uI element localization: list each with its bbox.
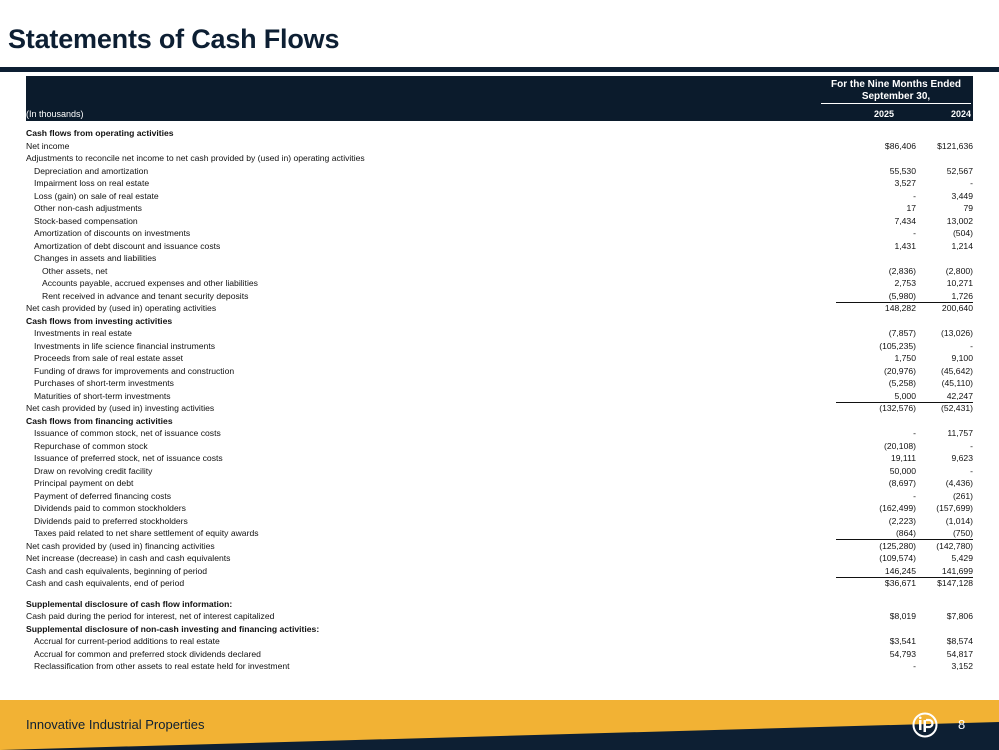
table-row <box>26 527 973 540</box>
value-2024: (157,699) <box>936 503 973 513</box>
value-2024: (2,800) <box>945 265 973 276</box>
table-row <box>26 635 973 648</box>
row-label: Net income <box>26 140 70 151</box>
value-2024: 42,247 <box>946 390 973 401</box>
table-row <box>26 427 973 440</box>
value-2024: $121,636 <box>937 140 973 151</box>
row-label: Reclassification from other assets to real estate held for investment <box>34 661 290 671</box>
value-2025: - <box>913 190 916 201</box>
page-number: 8 <box>958 717 966 732</box>
value-2025: 50,000 <box>889 465 916 476</box>
value-2025: (2,223) <box>888 515 916 526</box>
value-2024: 200,640 <box>941 303 973 313</box>
value-2025: $36,671 <box>884 578 916 588</box>
value-2024: (52,431) <box>940 403 973 413</box>
table-row <box>26 490 973 503</box>
table-row <box>26 365 973 378</box>
row-label: Proceeds from sale of real estate asset <box>34 353 184 363</box>
row-label: Stock-based compensation <box>34 215 138 226</box>
value-2025: 7,434 <box>894 215 916 226</box>
row-label: Principal payment on debt <box>34 478 134 488</box>
value-2025: 146,245 <box>884 565 916 576</box>
value-2025: (8,697) <box>888 478 916 488</box>
row-label: Net increase (decrease) in cash and cash equivalents <box>26 553 231 563</box>
value-2025: (162,499) <box>879 503 916 513</box>
value-2025: (7,857) <box>888 328 916 338</box>
table-row <box>26 215 973 228</box>
row-label: Cash flows from operating activities <box>26 128 174 138</box>
row-label: Supplemental disclosure of non-cash investing and financing activities: <box>26 623 320 634</box>
row-label: Net cash provided by (used in) investing activities <box>26 403 215 413</box>
value-2024: - <box>970 440 973 451</box>
value-2025: - <box>913 661 916 671</box>
table-row <box>26 440 973 453</box>
table-row <box>26 340 973 353</box>
row-label: Cash and cash equivalents, beginning of period <box>26 565 208 576</box>
value-2025: (105,235) <box>879 340 916 351</box>
table-row <box>26 290 973 303</box>
value-2024: 3,449 <box>951 190 973 201</box>
table-row <box>26 202 973 215</box>
row-label: Adjustments to reconcile net income to net cash provided by (used in) operating activities <box>26 153 365 163</box>
cash-flow-table <box>26 127 973 673</box>
value-2025: $8,019 <box>889 611 916 621</box>
row-label: Payment of deferred financing costs <box>34 490 172 501</box>
row-label: Supplemental disclosure of cash flow information: <box>26 598 233 609</box>
value-2024: $8,574 <box>946 636 973 646</box>
period-heading <box>821 79 971 104</box>
table-row <box>26 577 973 590</box>
row-label: Accrual for current-period additions to real estate <box>34 636 220 646</box>
value-2024: (750) <box>952 528 973 538</box>
table-row <box>26 265 973 278</box>
table-row <box>26 240 973 253</box>
row-label: Changes in assets and liabilities <box>34 253 157 263</box>
value-2025: 1,431 <box>894 240 916 251</box>
value-2025: (864) <box>895 528 916 538</box>
row-label: Maturities of short-term investments <box>34 390 171 401</box>
table-row <box>26 152 973 165</box>
table-row <box>26 648 973 661</box>
value-2024: 11,757 <box>947 428 973 438</box>
row-label: Amortization of discounts on investments <box>34 228 191 238</box>
value-2025: 5,000 <box>894 390 916 401</box>
table-row <box>26 502 973 515</box>
row-label: Investments in life science financial instruments <box>34 340 216 351</box>
section-heading-row <box>26 623 973 636</box>
value-2024: 3,152 <box>951 661 973 671</box>
value-2024: - <box>970 178 973 188</box>
value-2024: (504) <box>952 228 973 238</box>
table-row <box>26 177 973 190</box>
value-2024: 1,726 <box>951 290 973 301</box>
table-row <box>26 277 973 290</box>
value-2025: 3,527 <box>894 178 916 188</box>
value-2024: 5,429 <box>951 553 973 563</box>
value-2024: 1,214 <box>951 240 973 251</box>
row-label: Dividends paid to preferred stockholders <box>34 515 188 526</box>
value-2025: (20,976) <box>883 365 916 376</box>
value-2025: (20,108) <box>883 440 916 451</box>
year-2024-heading: 2024 <box>950 109 971 119</box>
row-label: Depreciation and amortization <box>34 165 149 176</box>
value-2024: (1,014) <box>945 515 973 526</box>
table-row <box>26 302 973 315</box>
table-row <box>26 252 973 265</box>
table-row <box>26 477 973 490</box>
value-2024: (4,436) <box>945 478 973 488</box>
table-row <box>26 540 973 553</box>
row-label: Cash flows from investing activities <box>26 315 173 326</box>
value-2024: (142,780) <box>936 540 973 551</box>
value-2024: - <box>970 465 973 476</box>
table-row <box>26 660 973 673</box>
period-line-1: For the Nine Months Ended <box>831 79 961 90</box>
value-2025: 2,753 <box>894 278 916 288</box>
row-label: Cash and cash equivalents, end of period <box>26 578 185 588</box>
table-row <box>26 377 973 390</box>
page-title: Statements of Cash Flows <box>8 24 340 54</box>
value-2024: 52,567 <box>946 165 973 176</box>
row-label: Cash flows from financing activities <box>26 415 173 426</box>
value-2025: $86,406 <box>884 140 916 151</box>
row-label: Dividends paid to common stockholders <box>34 503 186 513</box>
section-heading-row <box>26 315 973 328</box>
section-heading-row <box>26 415 973 428</box>
table-row <box>26 552 973 565</box>
row-label: Accrual for common and preferred stock dividends declared <box>34 648 261 659</box>
row-spacer <box>26 590 973 598</box>
period-line-2: September 30, <box>821 91 971 104</box>
table-row <box>26 390 973 403</box>
row-label: Funding of draws for improvements and construction <box>34 365 235 376</box>
value-2024: (45,110) <box>941 378 973 388</box>
row-label: Taxes paid related to net share settlement of equity awards <box>34 528 259 538</box>
value-2024: $7,806 <box>946 611 973 621</box>
table-row <box>26 610 973 623</box>
row-label: Amortization of debt discount and issuance costs <box>34 240 221 251</box>
row-label: Repurchase of common stock <box>34 440 148 451</box>
row-label: Other non-cash adjustments <box>34 203 142 213</box>
units-label: (In thousands) <box>26 109 84 119</box>
year-2025-heading: 2025 <box>873 109 894 119</box>
row-label: Other assets, net <box>42 265 108 276</box>
value-2024: (45,642) <box>940 365 973 376</box>
value-2025: - <box>913 428 916 438</box>
value-2025: (2,836) <box>888 265 916 276</box>
value-2024: $147,128 <box>937 578 973 588</box>
value-2025: 148,282 <box>884 303 916 313</box>
row-label: Accounts payable, accrued expenses and other liabilities <box>42 278 258 288</box>
value-2024: 141,699 <box>941 565 973 576</box>
value-2025: (125,280) <box>879 540 916 551</box>
table-row <box>26 327 973 340</box>
table-row <box>26 140 973 153</box>
table-row <box>26 565 973 578</box>
value-2024: - <box>970 340 973 351</box>
value-2024: 54,817 <box>946 648 973 659</box>
value-2025: $3,541 <box>889 636 916 646</box>
table-row <box>26 465 973 478</box>
table-row <box>26 352 973 365</box>
value-2024: (13,026) <box>940 328 973 338</box>
value-2024: (261) <box>952 490 973 501</box>
row-label: Rent received in advance and tenant security deposits <box>42 290 249 301</box>
row-label: Draw on revolving credit facility <box>34 465 153 476</box>
value-2025: 19,111 <box>890 453 916 463</box>
section-heading-row <box>26 127 973 140</box>
iip-logo-icon <box>912 712 938 738</box>
value-2025: - <box>913 228 916 238</box>
row-label: Net cash provided by (used in) operating activities <box>26 303 217 313</box>
value-2025: 17 <box>906 203 916 213</box>
value-2025: (132,576) <box>879 403 916 413</box>
value-2025: 55,530 <box>889 165 916 176</box>
row-label: Issuance of preferred stock, net of issuance costs <box>34 453 223 463</box>
table-row <box>26 402 973 415</box>
value-2024: 9,100 <box>951 353 973 363</box>
row-label: Loss (gain) on sale of real estate <box>34 190 159 201</box>
value-2024: 10,271 <box>946 278 973 288</box>
table-row <box>26 190 973 203</box>
table-row <box>26 227 973 240</box>
value-2025: 1,750 <box>894 353 916 363</box>
value-2025: (5,258) <box>888 378 916 388</box>
row-label: Cash paid during the period for interest, net of interest capitalized <box>26 611 275 621</box>
row-label: Impairment loss on real estate <box>34 178 150 188</box>
title-rule <box>0 67 999 72</box>
table-row <box>26 515 973 528</box>
value-2024: 9,623 <box>951 453 973 463</box>
section-heading-row <box>26 598 973 611</box>
table-row <box>26 165 973 178</box>
value-2025: (5,980) <box>888 290 916 301</box>
value-2024: 13,002 <box>946 215 973 226</box>
row-label: Purchases of short-term investments <box>34 378 174 388</box>
row-label: Net cash provided by (used in) financing activities <box>26 540 215 551</box>
table-row <box>26 452 973 465</box>
company-name: Innovative Industrial Properties <box>26 717 205 732</box>
row-label: Issuance of common stock, net of issuance costs <box>34 428 221 438</box>
value-2025: - <box>913 490 916 501</box>
row-label: Investments in real estate <box>34 328 132 338</box>
table-header <box>26 76 973 121</box>
value-2025: 54,793 <box>889 648 916 659</box>
value-2024: 79 <box>963 203 973 213</box>
value-2025: (109,574) <box>879 553 916 563</box>
